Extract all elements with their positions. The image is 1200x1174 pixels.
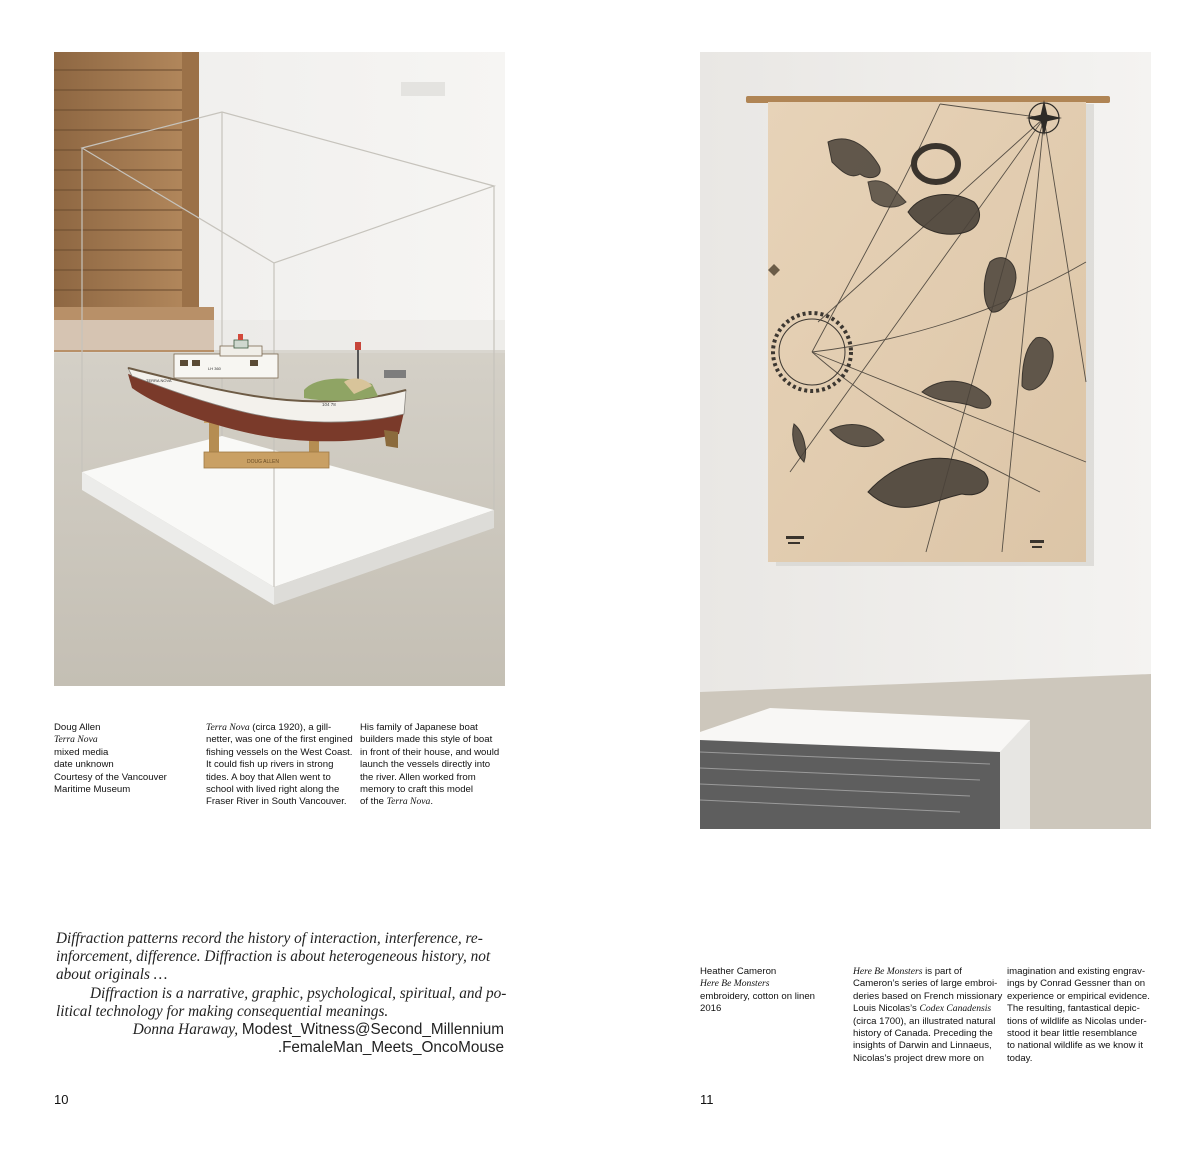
artwork-title: Here Be Monsters [700,978,770,990]
text-line: It could fish up rivers in strong [206,759,334,771]
text-line: the river. Allen worked from [360,771,476,783]
artwork-date: date unknown [54,759,114,771]
quote-line: litical technology for making consequential meanings. [56,1002,389,1020]
text-line: Nicolas’s project drew more on [853,1052,984,1064]
quote-line: about originals … [56,966,168,984]
right-artwork-caption [700,966,840,1016]
boat-number: 104 78 [322,402,336,407]
text-line: (circa 1920), a gill- [249,722,332,733]
text-line: His family of Japanese boat [360,722,478,733]
embroidery-photo [700,52,1151,829]
text-line: of the [360,796,387,808]
left-text-column-2 [360,722,510,809]
text-line: experience or empirical evidence. [1007,990,1150,1002]
text-line: stood it bear little resemblance [1007,1028,1138,1040]
quote-line: Diffraction is a narrative, graphic, psychological, spiritual, and po- [90,984,507,1002]
haraway-quote [56,930,507,1057]
inline-title: Terra Nova [206,722,250,733]
artwork-date: 2016 [700,1003,722,1015]
artwork-title: Terra Nova [54,734,98,746]
credit-line: Courtesy of the Vancouver [54,771,167,783]
text-line: Cameron’s series of large embroi- [853,978,998,990]
text-line: deries based on French missionary [853,990,1003,1002]
text-line: tides. A boy that Allen went to [206,771,331,783]
boat-hull-label: TERRA NOVA [146,378,172,383]
text-line: is part of [922,966,962,977]
text-line: launch the vessels directly into [360,759,491,771]
page-number-right: 11 [700,1092,714,1107]
inline-title: Codex Canadensis [919,1003,992,1015]
text-line: netter, was one of the first engined [206,734,353,746]
text-line: Fraser River in South Vancouver. [206,796,347,808]
right-text-column-1 [853,966,1003,1065]
quote-source: .FemaleMan_Meets_OncoMouse [277,1039,504,1057]
inline-title: Terra Nova [386,796,431,808]
text-line: (circa 1700), an illustrated natural [853,1015,996,1027]
text-line: to national wildlife as we know it [1007,1040,1143,1052]
text-line: memory to craft this model [360,784,474,796]
text-line: ings by Conrad Gessner than on [1007,978,1146,990]
text-line: imagination and existing engrav- [1007,966,1146,977]
right-text-column-2 [1007,966,1157,1065]
left-text-column-1 [206,722,356,809]
artwork-medium: embroidery, cotton on linen [700,990,816,1002]
embroidered-hanging [768,100,1086,562]
text-line: tions of wildlife as Nicolas under- [1007,1015,1147,1027]
text-line: today. [1007,1052,1033,1064]
hanging-rod [746,96,1110,103]
boat-vitrine-photo [54,52,505,686]
text-line: The resulting, fantastical depic- [1007,1003,1140,1015]
artist-name: Heather Cameron [700,966,777,977]
text-line: in front of their house, and would [360,746,500,758]
inline-title: Here Be Monsters [853,966,923,977]
text-line: school with lived right along the [206,784,340,796]
quote-line: Diffraction patterns record the history of interaction, interference, re- [56,930,483,947]
page-number-left: 10 [54,1092,69,1107]
quote-source: Modest_Witness@Second_Millennium [241,1021,504,1039]
quote-author: Donna Haraway, [132,1021,242,1039]
credit-line: Maritime Museum [54,784,131,796]
text-line: Louis Nicolas’s [853,1003,920,1015]
artwork-medium: mixed media [54,746,109,758]
text-line: fishing vessels on the West Coast. [206,746,353,758]
text-line: builders made this style of boat [360,734,493,746]
text-line: . [430,796,433,808]
quote-line: inforcement, difference. Diffraction is about heterogeneous history, not [56,948,491,966]
quote-attribution [56,1021,504,1039]
artist-name: Doug Allen [54,722,101,733]
boat-cabin-label: LH 360 [208,366,221,371]
text-line: insights of Darwin and Linnaeus, [853,1040,992,1052]
textile-plinth [700,708,1030,829]
boat-stand-label: DOUG ALLEN [247,459,279,465]
wooden-wall [54,52,214,352]
left-artwork-caption [54,722,194,796]
text-line: history of Canada. Preceding the [853,1028,993,1040]
